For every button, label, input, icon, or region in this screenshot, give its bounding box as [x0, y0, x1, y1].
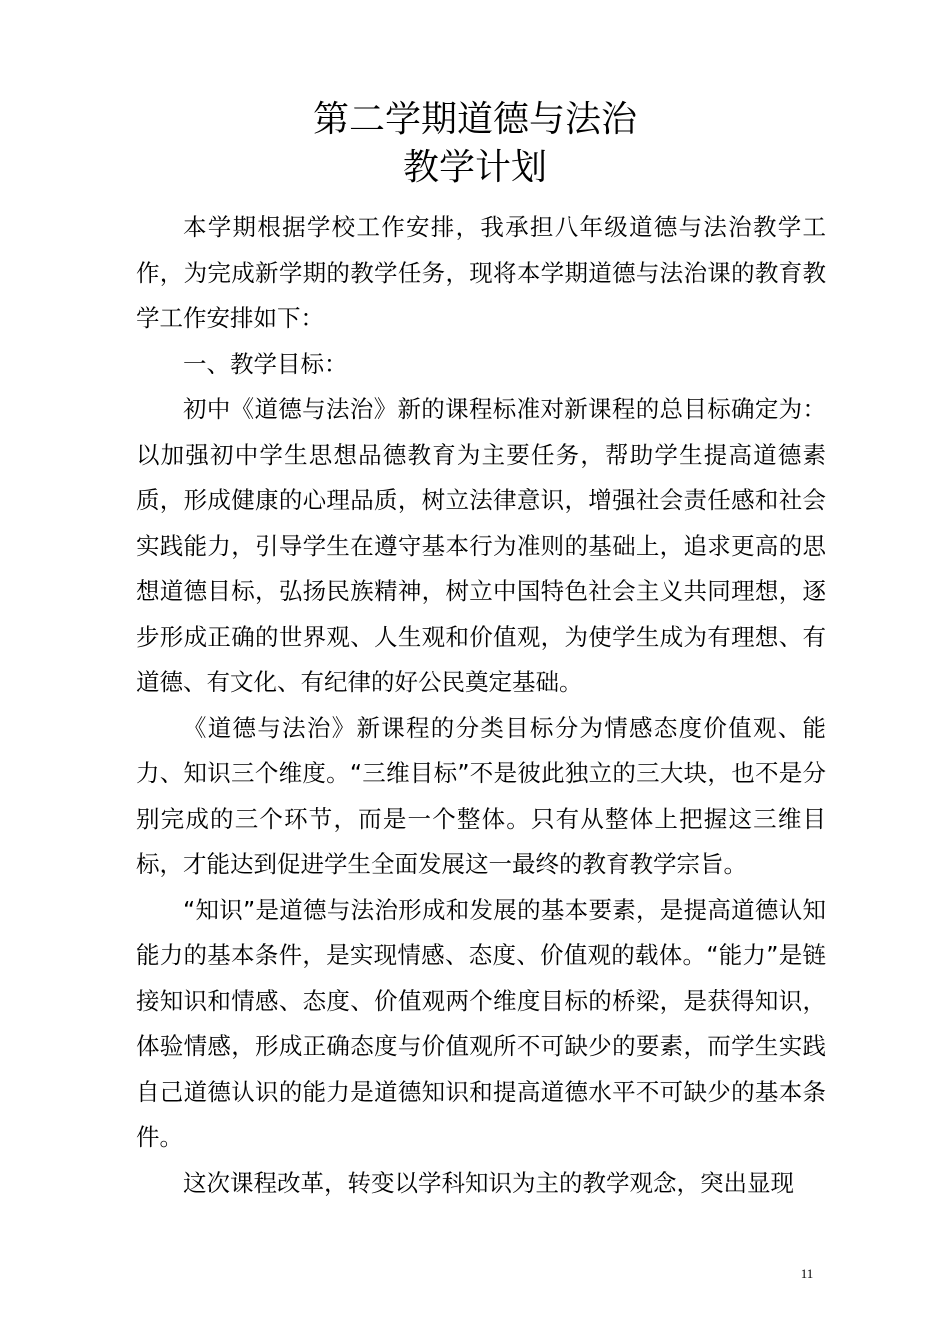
paragraph-knowledge-ability: “知识”是道德与法治形成和发展的基本要素，是提高道德认知能力的基本条件，是实现情感、态度、价值观的载体。“能力”是链接知识和情感、态度、价值观两个维度目标的桥梁，是获得知识，体验情感，形成正确态度与价值观所不可缺少的要素，而学生实践自己道德认识的能力是道德知识和提高道德水平不可缺少的基本条件。	[136, 895, 826, 1151]
document-subtitle: 教学计划	[402, 147, 547, 188]
paragraph-intro: 本学期根据学校工作安排，我承担八年级道德与法治教学工作，为完成新学期的教学任务，现将本学期道德与法治课的教育教学工作安排如下：	[136, 213, 826, 332]
document-title: 第二学期道德与法治	[312, 99, 637, 140]
paragraph-overall-goal: 初中《道德与法治》新的课程标准对新课程的总目标确定为：以加强初中学生思想品德教育为主要任务，帮助学生提高道德素质，形成健康的心理品质，树立法律意识，增强社会责任感和社会实践能力，引导学生在遵守基本行为准则的基础上，追求更高的思想道德目标，弘扬民族精神，树立中国特色社会主义共同理想，逐步形成正确的世界观、人生观和价值观，为使学生成为有理想、有道德、有文化、有纪律的好公民奠定基础。	[136, 395, 826, 696]
section-heading-teaching-goals: 一、教学目标：	[183, 349, 348, 378]
paragraph-reform: 这次课程改革，转变以学科知识为主的教学观念，突出显现	[183, 1168, 794, 1197]
document-body	[136, 205, 826, 1206]
page-number: 11	[800, 1266, 814, 1281]
paragraph-three-dimensions: 《道德与法治》新课程的分类目标分为情感态度价值观、能力、知识三个维度。“三维目标”不是彼此独立的三大块，也不是分别完成的三个环节，而是一个整体。只有从整体上把握这三维目标，才能达到促进学生全面发展这一最终的教育教学宗旨。	[136, 713, 826, 878]
